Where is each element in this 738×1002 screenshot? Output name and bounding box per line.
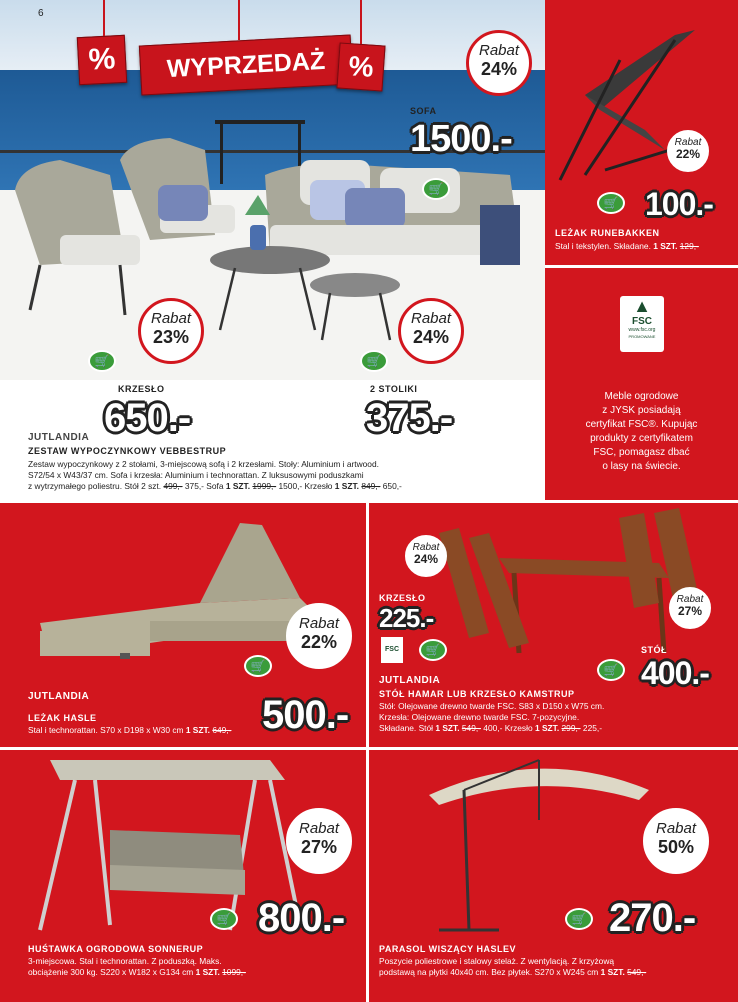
rabat-percent: 22% — [675, 147, 701, 161]
qty: 1 SZT. — [534, 723, 560, 733]
rabat-word: Rabat — [478, 42, 520, 59]
desc-text: z wytrzymałego poliestru. Stół 2 szt. — [28, 481, 164, 491]
shopping-cart-icon[interactable]: 🛒 — [422, 178, 450, 200]
fsc-small-logo — [381, 637, 403, 663]
fsc-line: FSC, pomagasz dbać — [593, 447, 690, 458]
hamar-desc — [379, 701, 729, 734]
tables-price: 375.- — [366, 396, 453, 440]
runebakken-rabat-bubble — [667, 130, 709, 172]
banner-string — [360, 0, 362, 44]
desc-line: Krzesła: Olejowane drewno twarde FSC. 7-pozycyjne. — [379, 712, 580, 722]
rabat-percent: 24% — [480, 59, 518, 79]
shopping-cart-icon[interactable]: 🛒 — [597, 659, 625, 681]
desc-line: Poszycie poliestrowe i stalowy stelaż. Z wentylacją. Z krzyżową — [379, 956, 615, 966]
old-price: 1999,- — [252, 481, 277, 491]
old-price: 299,- — [561, 723, 581, 733]
old-price: 1099,- — [222, 967, 246, 977]
fsc-logo-url: www.fsc.org — [628, 327, 656, 333]
tree-icon: ▲ — [633, 296, 651, 316]
old-price: 649,- — [212, 725, 232, 735]
parasol-panel — [369, 750, 738, 1002]
parasol-rabat-bubble — [643, 808, 709, 874]
desc-text: 1500,- Krzesło — [276, 481, 335, 491]
runebakken-panel — [545, 0, 738, 265]
percent-sign: % — [87, 42, 117, 77]
chair-rabat-bubble — [138, 298, 204, 364]
brand-jutlandia: JUTLANDIA — [28, 432, 90, 443]
tables-rabat-bubble — [398, 298, 464, 364]
fsc-line: produkty z certyfikatem — [590, 433, 693, 444]
banner-string — [238, 0, 240, 40]
deck-chair-image — [545, 0, 738, 190]
qty: 1 SZT. — [334, 481, 359, 491]
chair-label: KRZESŁO — [118, 384, 165, 394]
rabat-word: Rabat — [150, 310, 192, 327]
rabat-percent: 24% — [413, 552, 439, 566]
desc-line: S72/54 x W43/37 cm. Sofa i krzesła: Aluminium i technorattan. Z luksusowymi poduszkami — [28, 470, 364, 480]
qty: 1 SZT. — [225, 481, 251, 491]
hamar-table-label: STÓŁ — [641, 645, 667, 655]
shopping-cart-icon[interactable]: 🛒 — [244, 655, 272, 677]
old-price: 129,- — [679, 241, 699, 251]
fsc-info-panel — [545, 268, 738, 500]
rabat-word: Rabat — [655, 820, 697, 837]
rabat-percent: 24% — [412, 327, 450, 347]
desc-line: Zestaw wypoczynkowy z 2 stołami, 3-miejscową sofą i 2 krzesłami. Stoły: Aluminium i artwood. — [28, 459, 379, 469]
rabat-word: Rabat — [674, 137, 702, 148]
old-price: 849,- — [361, 481, 381, 491]
rabat-word: Rabat — [676, 594, 704, 605]
hasle-panel — [0, 503, 366, 747]
qty: 1 SZT. — [435, 723, 460, 733]
rabat-percent: 27% — [677, 604, 703, 618]
desc-text: podstawą na płytki 40x40 cm. Bez płytek. S270 x W245 cm — [379, 967, 601, 977]
desc-text: 225,- — [580, 723, 603, 733]
hamar-title: STÓŁ HAMAR LUB KRZESŁO KAMSTRUP — [379, 689, 575, 699]
desc-line: Stół: Olejowane drewno twarde FSC. S83 x D150 x W75 cm. — [379, 701, 605, 711]
desc-text: Składane. Stół — [379, 723, 436, 733]
hamar-chair-rabat-bubble — [405, 535, 447, 577]
desc-line — [28, 481, 543, 492]
rabat-word: Rabat — [410, 310, 452, 327]
tables-label: 2 STOLIKI — [370, 384, 418, 394]
hustawka-panel — [0, 750, 366, 1002]
fsc-line: z JYSK posiadają — [602, 405, 681, 416]
fsc-logo-text: FSC — [632, 316, 652, 327]
hasle-rabat-bubble — [286, 603, 352, 669]
fsc-logo — [620, 296, 664, 352]
fsc-line: Meble ogrodowe — [604, 391, 679, 402]
percent-tag-left — [77, 35, 127, 85]
qty: 1 SZT. — [600, 967, 625, 977]
hasle-price: 500.- — [262, 693, 349, 737]
desc-text: 375,- Sofa — [182, 481, 226, 491]
fsc-line: certyfikat FSC®. Kupując — [585, 419, 698, 430]
desc-text: 400,- Krzesło — [480, 723, 535, 733]
old-price: 549,- — [627, 967, 647, 977]
runebakken-desc — [555, 241, 735, 252]
fsc-small-text: FSC — [385, 646, 399, 653]
qty: 1 SZT. — [653, 241, 678, 251]
parasol-title: PARASOL WISZĄCY HASLEV — [379, 944, 517, 954]
parasol-price: 270.- — [609, 896, 696, 940]
qty: 1 SZT. — [195, 967, 220, 977]
shopping-cart-icon[interactable]: 🛒 — [565, 908, 593, 930]
rabat-percent: 27% — [300, 837, 338, 857]
chair-price: 650.- — [104, 396, 191, 440]
hasle-desc — [28, 725, 258, 736]
shopping-cart-icon[interactable]: 🛒 — [88, 350, 116, 372]
hasle-title: LEŻAK HASLE — [28, 713, 97, 723]
hustawka-price: 800.- — [258, 896, 345, 940]
sofa-rabat-bubble — [466, 30, 532, 96]
desc-line: 3-miejscowa. Stal i technorattan. Z poduszką. Maks. — [28, 956, 222, 966]
hamar-panel — [369, 503, 738, 747]
page-number: 6 — [38, 8, 44, 19]
shopping-cart-icon[interactable]: 🛒 — [210, 908, 238, 930]
brand-jutlandia: JUTLANDIA — [28, 691, 90, 702]
brand-jutlandia: JUTLANDIA — [379, 675, 441, 686]
desc-line — [379, 723, 729, 734]
sale-text: WYPRZEDAŻ — [166, 46, 326, 84]
rabat-word: Rabat — [298, 615, 340, 632]
desc-text: Stal i technorattan. S70 x D198 x W30 cm — [28, 725, 186, 735]
desc-text: 650,- — [380, 481, 402, 491]
desc-text: Stal i tekstylen. Składane. — [555, 241, 654, 251]
rabat-word: Rabat — [412, 542, 440, 553]
desc-line — [28, 967, 348, 978]
fsc-text — [545, 390, 738, 474]
runebakken-price: 100.- — [645, 186, 713, 222]
old-price: 549,- — [461, 723, 481, 733]
qty: 1 SZT. — [185, 725, 211, 735]
vebbestrup-title: ZESTAW WYPOCZYNKOWY VEBBESTRUP — [28, 446, 227, 456]
banner-string — [103, 0, 105, 36]
vebbestrup-desc — [28, 459, 543, 492]
sofa-label: SOFA — [410, 106, 437, 116]
hamar-table-price: 400.- — [641, 655, 709, 691]
runebakken-title: LEŻAK RUNEBAKKEN — [555, 228, 660, 238]
hamar-chair-label: KRZESŁO — [379, 593, 426, 603]
hustawka-rabat-bubble — [286, 808, 352, 874]
percent-sign: % — [347, 50, 375, 83]
rabat-percent: 22% — [300, 632, 338, 652]
shopping-cart-icon[interactable]: 🛒 — [597, 192, 625, 214]
old-price: 499,- — [163, 481, 183, 491]
shopping-cart-icon[interactable]: 🛒 — [419, 639, 447, 661]
hustawka-title: HUŚTAWKA OGRODOWA SONNERUP — [28, 944, 204, 954]
fsc-logo-tag: PROMOWANE — [628, 334, 656, 339]
rabat-percent: 50% — [657, 837, 695, 857]
rabat-percent: 23% — [152, 327, 190, 347]
hustawka-desc — [28, 956, 348, 978]
hamar-chair-price: 225.- — [379, 603, 434, 633]
percent-tag-right — [336, 42, 385, 91]
fsc-line: o lasy na świecie. — [602, 461, 681, 472]
rabat-word: Rabat — [298, 820, 340, 837]
sofa-price: 1500.- — [410, 118, 512, 160]
parasol-desc — [379, 956, 729, 978]
hamar-table-rabat-bubble — [669, 587, 711, 629]
desc-line — [379, 967, 729, 978]
desc-text: obciążenie 300 kg. S220 x W182 x G134 cm — [28, 967, 196, 977]
shopping-cart-icon[interactable]: 🛒 — [360, 350, 388, 372]
